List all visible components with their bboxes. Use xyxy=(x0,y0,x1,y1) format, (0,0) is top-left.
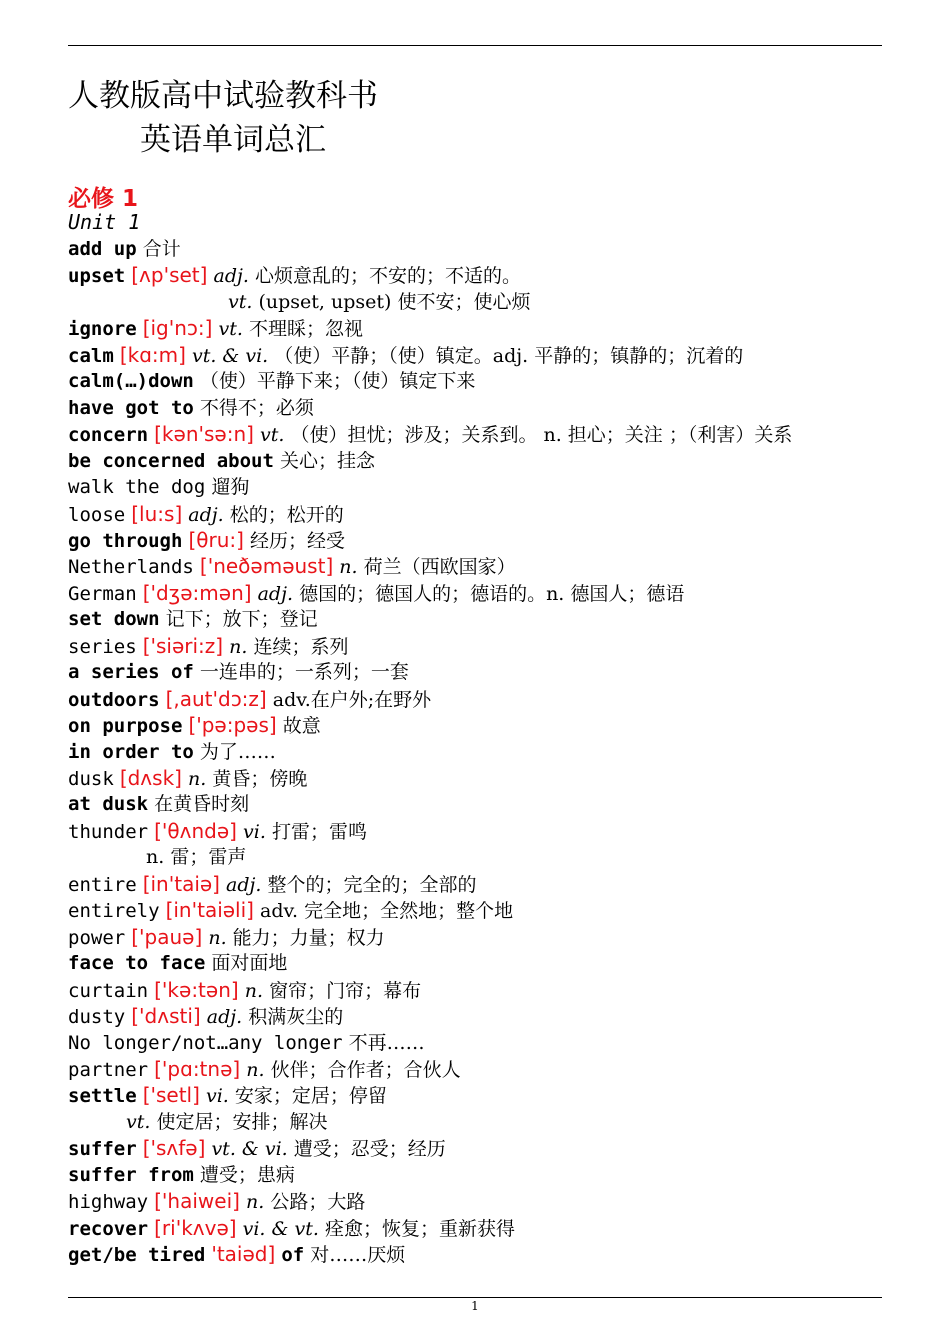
vocab-entry xyxy=(68,1135,446,1161)
entry-part-of-speech: vi. xyxy=(243,820,266,843)
entry-part-of-speech: vt. & vi. xyxy=(191,344,269,367)
entry-word: at dusk xyxy=(68,793,149,816)
entry-part-of-speech: vt. xyxy=(259,424,285,447)
entry-word: concern xyxy=(68,424,149,447)
entry-part-of-speech: n. xyxy=(244,979,264,1002)
entry-meaning: 一连串的；一系列；一套 xyxy=(199,661,409,684)
entry-part-of-speech: n. xyxy=(246,1058,265,1081)
entry-meaning: 经历；经受 xyxy=(249,530,345,552)
entry-phonetic: ['dʌsti] xyxy=(131,1004,201,1028)
entry-phonetic: ['kə:tən] xyxy=(154,977,239,1002)
entry-meaning: 合计 xyxy=(142,238,181,260)
entry-part-of-speech: vi. xyxy=(205,1085,229,1108)
entry-meaning: 公路；大路 xyxy=(270,1191,366,1214)
entry-part-of-speech: adj. xyxy=(257,582,294,605)
entry-meaning: 打雷；雷鸣 xyxy=(271,820,367,843)
entry-phonetic: ['pɑ:tnə] xyxy=(154,1056,241,1081)
entry-phonetic: ['neðəməust] xyxy=(199,554,334,579)
entry-word: calm(…)down xyxy=(68,370,194,393)
entry-phonetic: [θru:] xyxy=(188,528,244,552)
vocab-entry xyxy=(68,315,363,341)
vocab-entry xyxy=(68,871,477,897)
entry-word: set down xyxy=(68,608,160,631)
entry-word: German xyxy=(68,582,137,605)
vocab-entry xyxy=(68,1188,365,1214)
vocab-entry xyxy=(68,553,516,579)
entry-word: have got to xyxy=(68,396,194,419)
entry-meaning: (upset, upset) 使不安；使心烦 xyxy=(258,290,531,313)
entry-word: suffer from xyxy=(68,1163,194,1186)
entry-word: get/be tired xyxy=(68,1244,206,1267)
vocab-entry xyxy=(146,844,246,870)
entry-meaning: 黄昏；傍晚 xyxy=(212,768,308,790)
entry-word: power xyxy=(68,926,126,949)
entry-phonetic: ['θʌndə] xyxy=(154,818,237,843)
entry-phonetic: [,aut'dɔ:z] xyxy=(165,686,267,711)
vocab-entry xyxy=(68,236,181,262)
entry-meaning: 不再…… xyxy=(348,1031,425,1054)
entry-meaning: 荷兰（西欧国家） xyxy=(363,556,516,579)
entry-word: recover xyxy=(68,1217,149,1240)
entry-meaning: 安家；定居；停留 xyxy=(234,1085,387,1108)
entry-word: face to face xyxy=(68,952,206,975)
entry-word: be concerned about xyxy=(68,449,274,472)
entry-word: in order to xyxy=(68,740,194,763)
vocab-entry xyxy=(68,527,345,553)
vocab-entry xyxy=(68,924,385,950)
entry-part-of-speech: vt. xyxy=(218,318,243,341)
entry-meaning: 连续；系列 xyxy=(253,635,349,658)
entry-word: highway xyxy=(68,1191,149,1214)
entry-word: partner xyxy=(68,1058,149,1081)
entry-phonetic: [ig'nɔ:] xyxy=(142,316,213,341)
vocab-entry xyxy=(68,791,249,817)
footer-rule xyxy=(68,1297,882,1298)
entry-part-of-speech: n. xyxy=(188,768,207,790)
entry-phonetic: ['sʌfə] xyxy=(142,1136,206,1161)
entry-phonetic: [in'taiəli] xyxy=(165,898,254,923)
entry-part-of-speech: adj. xyxy=(226,873,262,896)
entry-meaning: adv.在户外;在野外 xyxy=(272,688,432,711)
entry-word: entirely xyxy=(68,900,160,923)
entry-word: walk the dog xyxy=(68,476,206,498)
entry-word: upset xyxy=(68,265,126,288)
vocab-entry xyxy=(68,950,287,976)
unit-title: Unit 1 xyxy=(68,210,141,234)
section-title: 必修 1 xyxy=(68,186,139,212)
entry-part-of-speech: adj. xyxy=(213,265,249,288)
vocab-entry xyxy=(68,739,276,765)
vocab-entry xyxy=(68,712,321,738)
entry-word: on purpose xyxy=(68,715,183,738)
entry-part-of-speech: adj. xyxy=(206,1006,243,1028)
vocab-entry xyxy=(68,342,743,368)
entry-meaning: 痊愈；恢复；重新获得 xyxy=(324,1217,515,1240)
entry-meaning: 窗帘；门帘；幕布 xyxy=(269,979,422,1002)
entry-meaning: 关心；挂念 xyxy=(279,449,375,472)
vocab-entry xyxy=(68,395,314,421)
vocab-entry xyxy=(68,580,684,606)
vocab-entry xyxy=(228,289,530,315)
entry-meaning: 对……厌烦 xyxy=(310,1244,406,1267)
vocab-entry xyxy=(68,1056,461,1082)
vocab-entry xyxy=(68,659,409,685)
entry-word: dusty xyxy=(68,1006,126,1028)
entry-meaning: 为了…… xyxy=(199,740,276,763)
entry-meaning: 使定居；安排；解决 xyxy=(156,1110,328,1133)
entry-word: Netherlands xyxy=(68,556,194,579)
entry-word: dusk xyxy=(68,768,114,790)
entry-meaning: 整个的；完全的；全部的 xyxy=(267,873,477,896)
entry-phonetic: [ri'kʌvə] xyxy=(154,1215,237,1240)
entry-meaning: 遛狗 xyxy=(211,476,250,498)
entry-meaning: 能力；力量；权力 xyxy=(232,926,385,949)
entry-part-of-speech: n. xyxy=(245,1191,265,1214)
entry-meaning: 故意 xyxy=(282,715,321,738)
vocab-entry xyxy=(68,818,367,844)
vocab-entry xyxy=(68,1030,425,1056)
entry-word: calm xyxy=(68,344,114,367)
entry-part-of-speech: n. xyxy=(339,556,358,579)
entry-phonetic: [lu:s] xyxy=(131,501,183,526)
entry-meaning: 不理睬；忽视 xyxy=(248,318,363,341)
entry-meaning: （使）平静；（使）镇定。adj. 平静的；镇静的；沉着的 xyxy=(274,344,744,367)
entry-word: entire xyxy=(68,873,137,896)
entry-part-of-speech: vt. xyxy=(126,1110,151,1133)
entry-meaning: 积满灰尘的 xyxy=(248,1006,344,1028)
vocab-entry xyxy=(68,686,431,712)
entry-word: suffer xyxy=(68,1138,137,1161)
entry-word: go through xyxy=(68,530,183,552)
vocab-entry xyxy=(68,474,249,500)
vocab-entry xyxy=(126,1109,327,1135)
vocab-entry xyxy=(68,421,792,447)
vocab-entry xyxy=(68,765,307,791)
entry-part-of-speech: vi. & vt. xyxy=(242,1217,319,1240)
entry-part-of-speech: n. xyxy=(208,926,227,949)
entry-meaning: adv. 完全地；全然地；整个地 xyxy=(260,900,514,923)
entry-meaning: 松的；松开的 xyxy=(229,503,344,526)
entry-meaning: 记下；放下；登记 xyxy=(165,608,318,631)
entry-meaning: 遭受；忍受；经历 xyxy=(293,1138,446,1161)
entry-word: thunder xyxy=(68,820,149,843)
entry-word: outdoors xyxy=(68,688,160,711)
vocab-entry xyxy=(68,633,348,659)
entry-meaning: 心烦意乱的；不安的；不适的。 xyxy=(254,265,521,288)
document-title: 人教版高中试验教科书 xyxy=(68,78,378,114)
entry-word-suffix: of xyxy=(281,1244,305,1267)
entry-meaning: 伙伴；合作者；合伙人 xyxy=(270,1058,461,1081)
entry-word: series xyxy=(68,635,137,658)
entry-phonetic: [dʌsk] xyxy=(119,766,182,790)
entry-meaning: 面对面地 xyxy=(211,952,288,975)
page-number: 1 xyxy=(471,1299,479,1313)
vocab-entry xyxy=(68,1162,295,1188)
entry-word: loose xyxy=(68,503,126,526)
entry-phonetic: ['haiwei] xyxy=(154,1189,240,1214)
vocab-entry xyxy=(68,262,521,288)
entry-meaning: 不得不；必须 xyxy=(199,396,314,419)
vocab-entry xyxy=(68,1241,405,1267)
entry-word: ignore xyxy=(68,318,137,341)
vocab-entry xyxy=(68,977,421,1003)
entry-phonetic: [kən'sə:n] xyxy=(154,422,254,447)
vocab-entry xyxy=(68,368,475,394)
entry-part-of-speech: vt. & vi. xyxy=(211,1138,288,1161)
document-subtitle: 英语单词总汇 xyxy=(140,122,326,158)
entry-meaning: 在黄昏时刻 xyxy=(154,793,250,816)
entry-part-of-speech: vt. xyxy=(228,290,253,313)
vocab-entry xyxy=(68,501,344,527)
vocab-entry xyxy=(68,1003,343,1029)
entry-part-of-speech: adj. xyxy=(188,503,224,526)
entry-word: curtain xyxy=(68,979,149,1002)
vocab-entry xyxy=(68,606,318,632)
entry-meaning: n. 雷；雷声 xyxy=(146,846,247,869)
entry-word: a series of xyxy=(68,661,194,684)
entry-meaning: 遭受；患病 xyxy=(199,1163,295,1186)
vocab-entry xyxy=(68,448,375,474)
entry-part-of-speech: n. xyxy=(229,635,248,658)
entry-meaning: 德国的；德国人的；德语的。n. 德国人；德语 xyxy=(299,582,685,605)
entry-word: add up xyxy=(68,238,137,260)
vocab-entry xyxy=(68,1082,387,1108)
vocab-entry xyxy=(68,1215,515,1241)
entry-phonetic: 'taiəd] xyxy=(211,1242,276,1267)
entry-phonetic: ['pauə] xyxy=(131,924,203,949)
entry-phonetic: [ʌp'set] xyxy=(131,263,208,288)
entry-phonetic: ['siəri:z] xyxy=(142,633,224,658)
entry-phonetic: ['dʒə:mən] xyxy=(142,580,252,605)
entry-phonetic: ['pə:pəs] xyxy=(188,713,277,738)
entry-meaning: （使）平静下来；（使）镇定下来 xyxy=(199,370,476,393)
entry-word: No longer/not…any longer xyxy=(68,1031,343,1054)
entry-word: settle xyxy=(68,1085,137,1108)
entry-phonetic: ['setl] xyxy=(142,1083,200,1108)
entry-phonetic: [in'taiə] xyxy=(142,871,220,896)
vocab-entry xyxy=(68,897,513,923)
entry-meaning: （使）担忧；涉及；关系到。 n. 担心；关注 ；（利害）关系 xyxy=(290,424,793,447)
entry-phonetic: [kɑ:m] xyxy=(119,342,186,367)
